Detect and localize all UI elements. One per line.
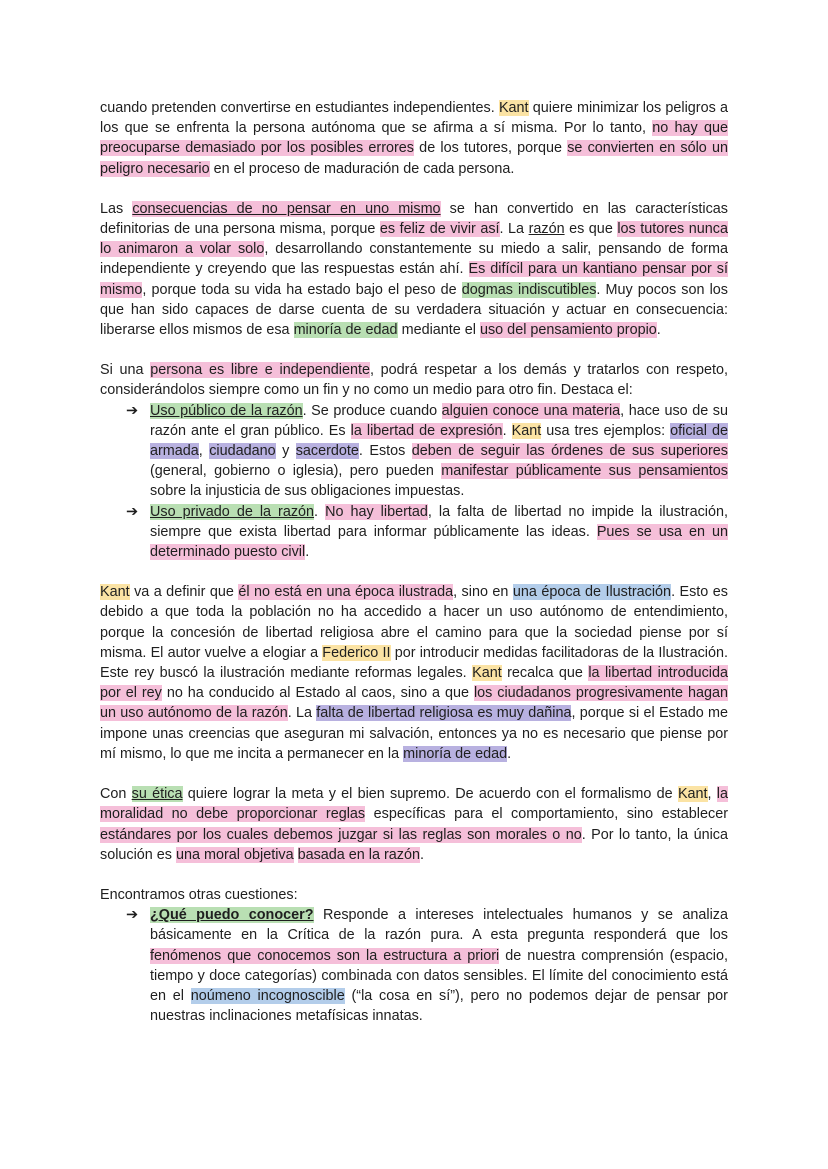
text: , la falta de libertad no impide la ilustración, siempre que exista libertad para informar públicamente las ideas. (150, 503, 728, 540)
text: por introducir medidas facilitadoras de la Ilustración. Este rey buscó la ilustración mediante reformas legales. (100, 644, 728, 682)
paragraph-epoca-ilustracion (100, 582, 728, 764)
highlight-green-underlined: Uso privado de la razón (150, 503, 315, 520)
paragraph-otras-cuestiones (100, 885, 728, 905)
text: . La (499, 221, 529, 238)
highlight-purple: minoría de edad (403, 745, 508, 762)
text: Si una (100, 362, 151, 379)
highlight-purple: falta de libertad religiosa es muy dañina (316, 705, 572, 722)
highlight-green: minoría de edad (293, 322, 398, 339)
text: . La (287, 705, 317, 722)
highlight-pink: es feliz de vivir así (379, 221, 500, 238)
text: . Por lo tanto, la única solución es (100, 826, 728, 863)
highlight-pink: la libertad introducida por el rey (100, 665, 728, 702)
text: . Se produce cuando (302, 402, 442, 419)
text: Responde a intereses intelectuales humanos y se analiza básicamente en la Crítica de la razón pura. A esta pregunta responderá que los (150, 907, 728, 944)
text: . Estos (358, 443, 412, 460)
text: mediante el (397, 322, 480, 339)
highlight-blue: noúmeno incognoscible (190, 987, 345, 1004)
text: de nuestra comprensión (espacio, tiempo y doce categorías) combinada con datos sensibles. El límite del conocimiento está en el (150, 947, 728, 1004)
text: , sino en (453, 584, 513, 601)
highlight-pink: una moral objetiva (176, 846, 294, 863)
text: es que (564, 221, 618, 238)
text: . (420, 846, 425, 863)
bullet-item-que-puedo-conocer (100, 905, 728, 1026)
highlight-kant: Kant (511, 422, 542, 439)
paragraph-tutores (100, 98, 728, 179)
paragraph-persona-libre (100, 360, 728, 400)
text: . (305, 544, 310, 561)
text: Las (100, 200, 133, 217)
text: , hace uso de su razón ante el gran público. Es (150, 402, 728, 439)
text: quiere minimizar los peligros a los que se enfrenta la persona autónoma que se afirma a sí misma. Por lo tanto, (100, 100, 728, 137)
highlight-purple: ciudadano (209, 443, 276, 460)
text: en el proceso de maduración de cada persona. (209, 160, 515, 177)
text: de los tutores, porque (413, 140, 568, 157)
highlight-pink: persona es libre e independiente (150, 362, 370, 379)
text: . (656, 322, 661, 339)
text: va a definir que (129, 584, 239, 601)
text: (“la cosa en sí”), pero no podemos dejar de pensar por nuestras inclinaciones metafísicas innatas. (150, 987, 728, 1025)
highlight-kant: Kant (498, 100, 529, 116)
text: y (275, 443, 296, 460)
paragraph-spacer (100, 764, 728, 784)
highlight-pink: uso del pensamiento propio (479, 322, 657, 339)
text: . (507, 745, 512, 762)
highlight-green-underlined-bold: ¿Qué puedo conocer? (150, 907, 314, 924)
text (294, 847, 298, 863)
text: cuando pretenden convertirse en estudiantes independientes. (100, 100, 499, 116)
highlight-purple: sacerdote (295, 443, 359, 460)
highlight-pink: la libertad de expresión (350, 422, 503, 439)
highlight-pink: fenómenos que conocemos son la estructura a priori (150, 947, 500, 964)
text: no ha conducido al Estado al caos, sino a que (161, 685, 474, 702)
highlight-pink: Es difícil para un kantiano pensar por sí mismo (100, 261, 728, 298)
bullet-item-uso-publico (100, 401, 728, 502)
underlined-term: razón (528, 221, 565, 238)
highlight-pink: deben de seguir las órdenes de sus superiores (411, 443, 728, 460)
highlight-yellow: Federico II (322, 644, 391, 661)
text: sobre la injusticia de sus obligaciones impuestas. (150, 483, 465, 500)
highlight-pink: él no está en una época ilustrada (238, 584, 454, 601)
highlight-kant: Kant (100, 584, 130, 601)
text: quiere lograr la meta y el bien supremo. De acuerdo con el formalismo de (182, 786, 678, 803)
highlight-green-underlined: su ética (131, 786, 183, 803)
text: recalca que (501, 665, 589, 682)
text: . (314, 503, 326, 520)
paragraph-etica (100, 784, 728, 865)
highlight-pink: basada en la razón (297, 846, 421, 863)
arrow-bullet-icon: ➔ (126, 402, 139, 419)
highlight-pink: no hay que preocuparse demasiado por los posibles errores (100, 120, 729, 157)
text: , porque toda su vida ha estado bajo el peso de (142, 281, 462, 298)
paragraph-spacer (100, 340, 728, 360)
paragraph-consecuencias (100, 199, 728, 340)
paragraph-spacer (100, 865, 728, 885)
text: , (707, 786, 717, 803)
highlight-kant: Kant (472, 665, 502, 682)
highlight-kant: Kant (677, 786, 708, 803)
text: , podrá respetar a los demás y tratarlos con respeto, considerándolos siempre como un fin y no como un medio para otro fin. Destaca el: (100, 362, 728, 399)
text: . (502, 422, 512, 439)
highlight-blue: una época de Ilustración (512, 584, 672, 601)
highlight-pink: No hay libertad (325, 503, 428, 520)
highlight-purple: oficial de armada (150, 422, 728, 460)
arrow-bullet-icon: ➔ (126, 503, 139, 520)
bullet-list-cuestiones (100, 905, 728, 1026)
highlight-pink: estándares por los cuales debemos juzgar si las reglas son morales o no (100, 826, 582, 843)
text: , porque si el Estado me impone unas creencias que aseguran mi salvación, entonces ya no es necesario que piense por mí mismo, lo que me incita a permanecer en la (100, 705, 728, 762)
text: , desarrollando constantemente su miedo a salir, pensando de forma independiente y creyendo que las respuestas están ahí. (100, 241, 728, 278)
text: . Esto es debido a que toda la población no ha accedido a hacer un uso autónomo de entendimiento, porque la concesión de libertad religiosa abre el camino para que la sociedad piense por sí misma. El autor vuelve a elogiar a (100, 584, 728, 661)
highlight-pink: los ciudadanos progresivamente hagan un uso autónomo de la razón (100, 685, 728, 722)
bullet-item-uso-privado (100, 502, 728, 563)
paragraph-spacer (100, 562, 728, 582)
text: específicas para el comportamiento, sino establecer (365, 806, 728, 823)
arrow-bullet-icon: ➔ (126, 907, 139, 924)
highlight-green: dogmas indiscutibles (461, 281, 597, 298)
highlight-pink: se convierten en sólo un peligro necesario (100, 140, 729, 177)
text: (general, gobierno o iglesia), pero pueden (150, 463, 442, 480)
text: , (198, 443, 210, 460)
text: Encontramos otras cuestiones: (100, 886, 298, 903)
text: se han convertido en las características definitorias de una persona misma, porque (100, 200, 729, 238)
highlight-pink: la moralidad no debe proporcionar reglas (100, 786, 728, 823)
text: . Muy pocos son los que han sido capaces de darse cuenta de su verdadera situación y actuar en consecuencia: liberarse ellos mismos de esa (100, 281, 728, 339)
highlight-green-underlined: Uso público de la razón (150, 402, 303, 419)
paragraph-spacer (100, 179, 728, 199)
highlight-pink: Pues se usa en un determinado puesto civil (150, 523, 728, 561)
bullet-list-usos (100, 401, 728, 563)
highlight-pink: alguien conoce una materia (441, 402, 621, 419)
text: Con (100, 786, 132, 803)
highlight-pink: los tutores nunca lo animaron a volar solo (100, 221, 728, 258)
highlight-pink: manifestar públicamente sus pensamientos (441, 463, 728, 480)
highlight-pink-underlined: consecuencias de no pensar en uno mismo (132, 200, 441, 217)
text: usa tres ejemplos: (541, 422, 671, 439)
